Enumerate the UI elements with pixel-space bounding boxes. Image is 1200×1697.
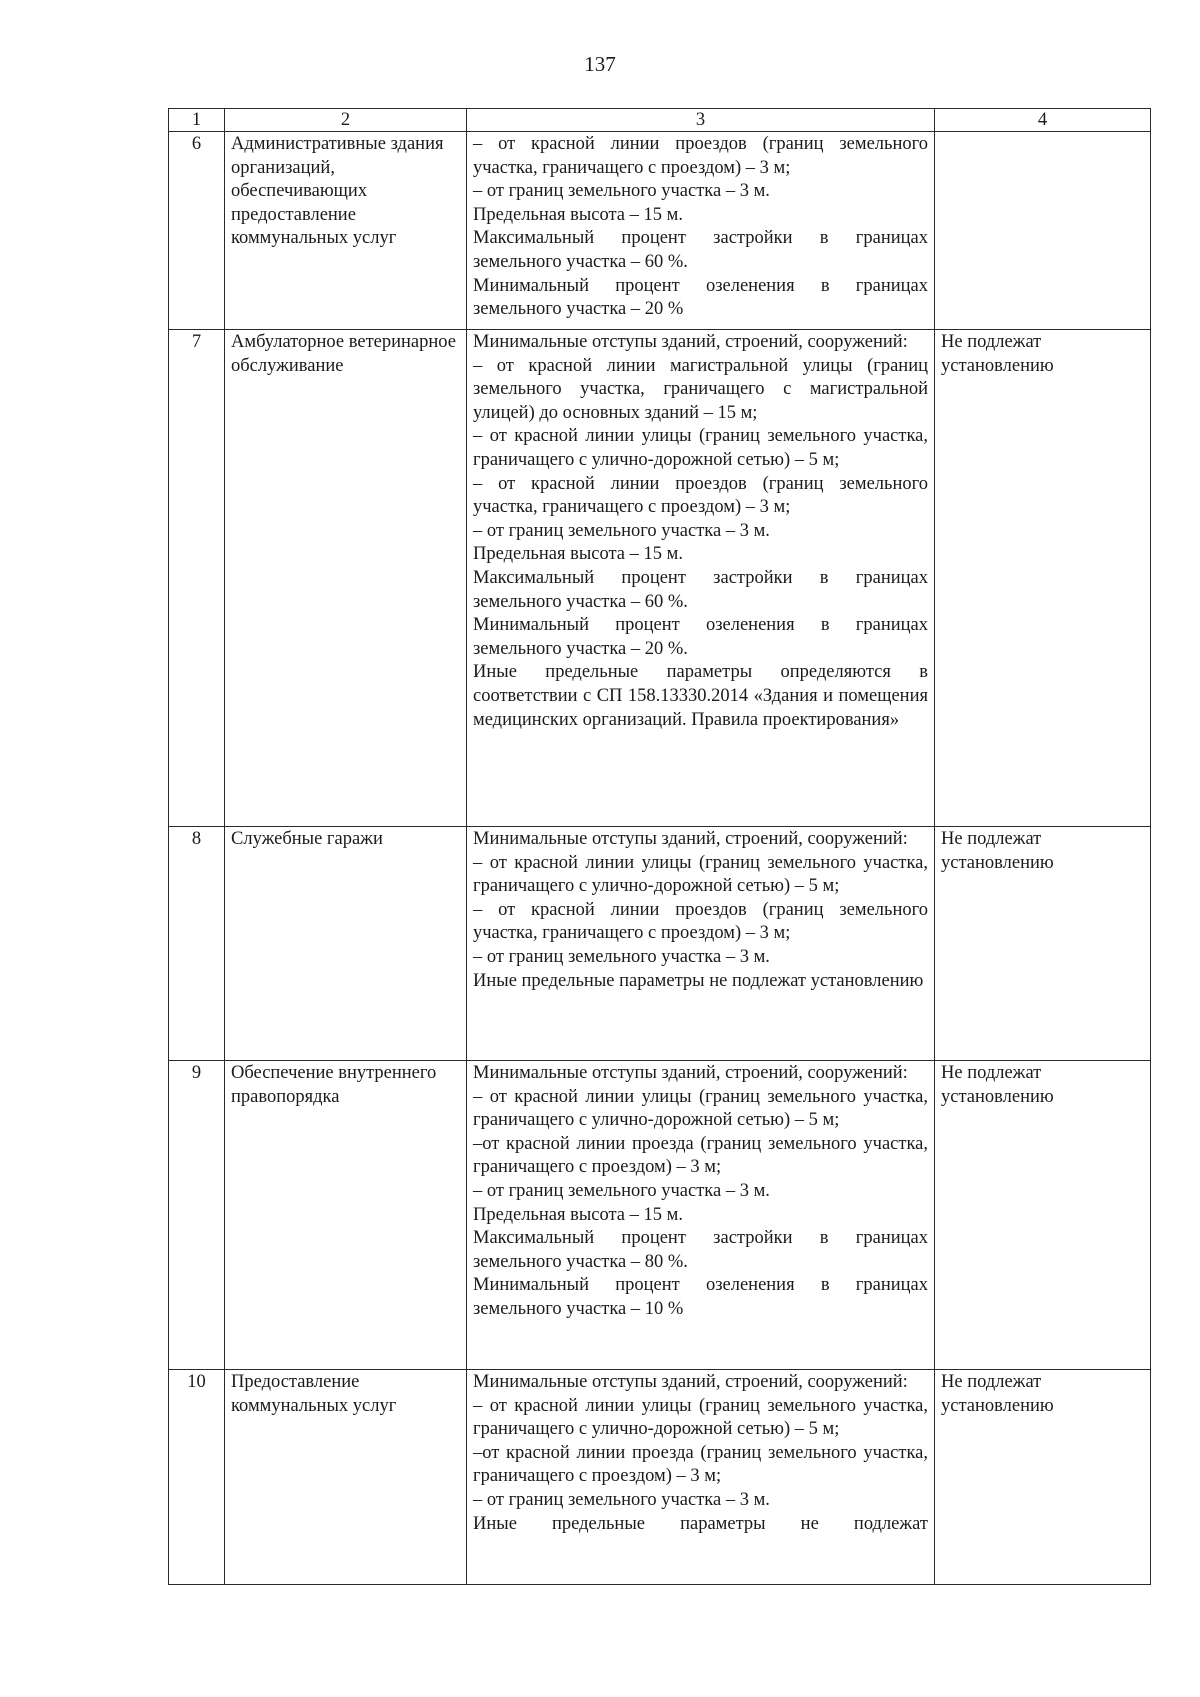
parameter-line: Предельная высота – 15 м. [473, 204, 683, 225]
parameter-line: – от границ земельного участка – 3 м. [473, 181, 770, 202]
parameter-line: Минимальный процент озеленения в границах земельного участка – 10 % [473, 1275, 928, 1319]
table-row [169, 330, 1151, 827]
parameter-line: Максимальный процент застройки в границах земельного участка – 60 %. [473, 228, 928, 272]
parameter-line: – от красной линии улицы (границ земельного участка, граничащего с улично-дорожной сетью) – 5 м; [473, 852, 928, 897]
parameter-line: – от границ земельного участка – 3 м. [473, 520, 770, 541]
parameter-line: Предельная высота – 15 м. [473, 1204, 683, 1225]
use-type-name: Амбулаторное ветеринарное обслуживание [225, 330, 467, 827]
parameters-cell [467, 330, 935, 827]
parameter-line: – от красной линии проездов (границ земельного участка, граничащего с проездом) – 3 м; [473, 134, 928, 178]
parameters-cell [467, 1370, 935, 1585]
parameter-line: – от красной линии улицы (границ земельного участка, граничащего с улично-дорожной сетью) – 5 м; [473, 426, 928, 470]
parameters-cell [467, 1061, 935, 1370]
use-type-name: Административные здания организаций, обеспечивающих предоставление коммунальных услуг [225, 132, 467, 330]
parameters-cell [467, 132, 935, 330]
parameter-line: Предельная высота – 15 м. [473, 544, 683, 565]
row-number: 9 [169, 1061, 225, 1370]
parameter-line: Максимальный процент застройки в границах земельного участка – 60 %. [473, 567, 928, 612]
note-cell [935, 132, 1151, 330]
parameter-line: – от красной линии проездов (границ земельного участка, граничащего с проездом) – 3 м; [473, 899, 928, 944]
regulations-table [168, 108, 1151, 1585]
parameter-line: –от красной линии проезда (границ земельного участка, граничащего с проездом) – 3 м; [473, 1442, 928, 1487]
header-cell-3: 3 [467, 109, 935, 132]
table-row [169, 1061, 1151, 1370]
note-cell: Не подлежат установлению [935, 827, 1151, 1061]
use-type-name: Служебные гаражи [225, 827, 467, 1061]
table-row [169, 132, 1151, 330]
table-row [169, 1370, 1151, 1585]
use-type-name: Предоставление коммунальных услуг [225, 1370, 467, 1585]
parameter-line: Минимальные отступы зданий, строений, сооружений: [473, 1063, 908, 1083]
parameter-line: – от границ земельного участка – 3 м. [473, 1180, 770, 1201]
parameter-line: – от красной линии улицы (границ земельного участка, граничащего с улично-дорожной сетью) – 5 м; [473, 1395, 928, 1440]
parameter-line: Минимальные отступы зданий, строений, сооружений: [473, 1372, 908, 1392]
table-row [169, 827, 1151, 1061]
parameter-line: – от красной линии улицы (границ земельного участка, граничащего с улично-дорожной сетью) – 5 м; [473, 1086, 928, 1131]
header-cell-2: 2 [225, 109, 467, 132]
row-number: 6 [169, 132, 225, 330]
parameter-line: Минимальный процент озеленения в границах земельного участка – 20 % [473, 275, 928, 320]
note-cell: Не подлежат установлению [935, 1061, 1151, 1370]
use-type-name: Обеспечение внутреннего правопорядка [225, 1061, 467, 1370]
parameter-line: – от границ земельного участка – 3 м. [473, 1489, 770, 1510]
parameter-line: – от красной линии магистральной улицы (границ земельного участка, граничащего с магистральной улицей) до основных зданий – 15 м; [473, 355, 928, 423]
parameter-line: Иные предельные параметры не подлежат [473, 1513, 928, 1534]
parameter-line: – от границ земельного участка – 3 м. [473, 946, 770, 967]
parameter-line: Минимальный процент озеленения в границах земельного участка – 20 %. [473, 615, 928, 659]
note-cell: Не подлежат установлению [935, 330, 1151, 827]
parameter-line: –от красной линии проезда (границ земельного участка, граничащего с проездом) – 3 м; [473, 1133, 928, 1178]
parameter-line: Иные предельные параметры не подлежат установлению [473, 970, 924, 991]
parameters-cell [467, 827, 935, 1061]
parameter-line: Иные предельные параметры определяются в соответствии с СП 158.13330.2014 «Здания и помещения медицинских организаций. Правила проектирования» [473, 662, 928, 730]
parameter-line: Минимальные отступы зданий, строений, сооружений: [473, 829, 908, 849]
page-number: 137 [584, 52, 616, 76]
parameter-line: Минимальные отступы зданий, строений, сооружений: [473, 332, 908, 352]
header-row [169, 109, 1151, 132]
header-cell-4: 4 [935, 109, 1151, 132]
parameter-line: Максимальный процент застройки в границах земельного участка – 80 %. [473, 1228, 928, 1272]
parameter-line: – от красной линии проездов (границ земельного участка, граничащего с проездом) – 3 м; [473, 473, 928, 518]
row-number: 10 [169, 1370, 225, 1585]
row-number: 7 [169, 330, 225, 827]
header-cell-1: 1 [169, 109, 225, 132]
note-cell: Не подлежат установлению [935, 1370, 1151, 1585]
row-number: 8 [169, 827, 225, 1061]
